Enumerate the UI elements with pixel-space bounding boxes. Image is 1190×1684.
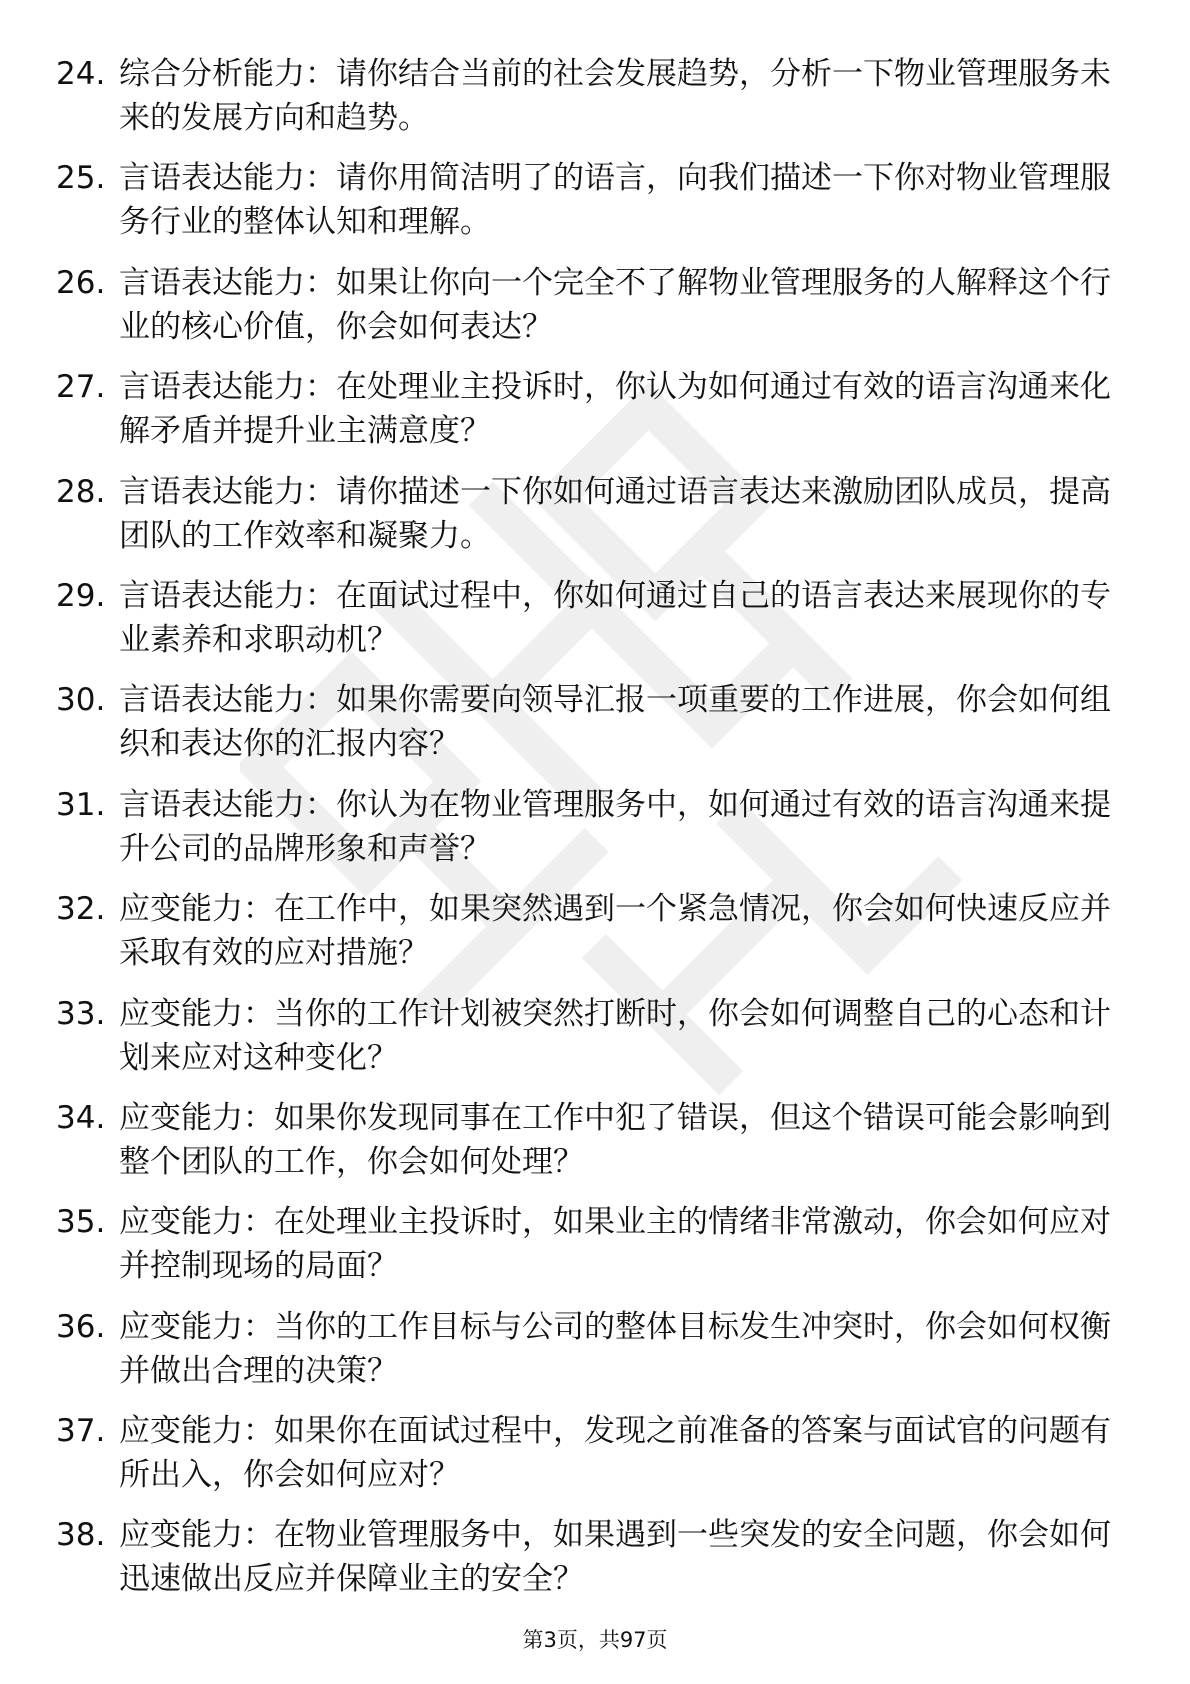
question-text: 应变能力：如果你在面试过程中，发现之前准备的答案与面试官的问题有所出入，你会如何应对？	[119, 1413, 1111, 1494]
question-item	[56, 574, 1116, 678]
question-item	[56, 365, 1116, 469]
question-text: 言语表达能力：请你描述一下你如何通过语言表达来激励团队成员，提高团队的工作效率和凝聚力。	[119, 473, 1111, 554]
question-number: 30.	[56, 682, 106, 719]
question-text: 言语表达能力：在面试过程中，你如何通过自己的语言表达来展现你的专业素养和求职动机？	[119, 577, 1111, 658]
question-number: 26.	[56, 264, 106, 301]
question-item	[56, 1200, 1116, 1304]
question-number: 37.	[56, 1413, 106, 1450]
question-number: 27.	[56, 369, 106, 406]
question-item	[56, 1409, 1116, 1513]
question-item	[56, 52, 1116, 156]
question-number: 28.	[56, 473, 106, 510]
question-item	[56, 783, 1116, 887]
question-item	[56, 156, 1116, 260]
question-number: 25.	[56, 160, 106, 197]
question-list	[56, 52, 1116, 1618]
question-item	[56, 261, 1116, 365]
question-number: 33.	[56, 995, 106, 1032]
question-number: 29.	[56, 577, 106, 614]
question-text: 言语表达能力：如果让你向一个完全不了解物业管理服务的人解释这个行业的核心价值，你会如何表达？	[119, 264, 1111, 345]
question-item	[56, 1305, 1116, 1409]
question-text: 言语表达能力：你认为在物业管理服务中，如何通过有效的语言沟通来提升公司的品牌形象和声誉？	[119, 786, 1111, 867]
question-text: 言语表达能力：如果你需要向领导汇报一项重要的工作进展，你会如何组织和表达你的汇报内容？	[119, 682, 1111, 763]
question-number: 34.	[56, 1099, 106, 1136]
page-footer	[0, 1626, 1190, 1654]
question-item	[56, 470, 1116, 574]
question-text: 言语表达能力：请你用简洁明了的语言，向我们描述一下你对物业管理服务行业的整体认知和理解。	[119, 160, 1111, 241]
question-item	[56, 887, 1116, 991]
question-number: 35.	[56, 1204, 106, 1241]
question-item	[56, 1513, 1116, 1617]
question-text: 应变能力：在物业管理服务中，如果遇到一些突发的安全问题，你会如何迅速做出反应并保障业主的安全？	[119, 1517, 1111, 1598]
question-item	[56, 992, 1116, 1096]
question-text: 应变能力：当你的工作计划被突然打断时，你会如何调整自己的心态和计划来应对这种变化？	[119, 995, 1111, 1076]
question-number: 38.	[56, 1517, 106, 1554]
question-item	[56, 678, 1116, 782]
question-text: 言语表达能力：在处理业主投诉时，你认为如何通过有效的语言沟通来化解矛盾并提升业主满意度？	[119, 369, 1111, 450]
question-text: 综合分析能力：请你结合当前的社会发展趋势，分析一下物业管理服务未来的发展方向和趋势。	[119, 56, 1111, 136]
question-item	[56, 1096, 1116, 1200]
question-text: 应变能力：当你的工作目标与公司的整体目标发生冲突时，你会如何权衡并做出合理的决策？	[119, 1308, 1111, 1389]
question-text: 应变能力：在处理业主投诉时，如果业主的情绪非常激动，你会如何应对并控制现场的局面？	[119, 1204, 1111, 1285]
question-text: 应变能力：如果你发现同事在工作中犯了错误，但这个错误可能会影响到整个团队的工作，你会如何处理？	[119, 1099, 1111, 1180]
question-number: 24.	[56, 56, 106, 92]
question-text: 应变能力：在工作中，如果突然遇到一个紧急情况，你会如何快速反应并采取有效的应对措施？	[119, 891, 1111, 972]
question-number: 32.	[56, 891, 106, 928]
question-number: 31.	[56, 786, 106, 823]
page-number-label: 第3页，共97页	[522, 1628, 668, 1652]
question-number: 36.	[56, 1308, 106, 1345]
